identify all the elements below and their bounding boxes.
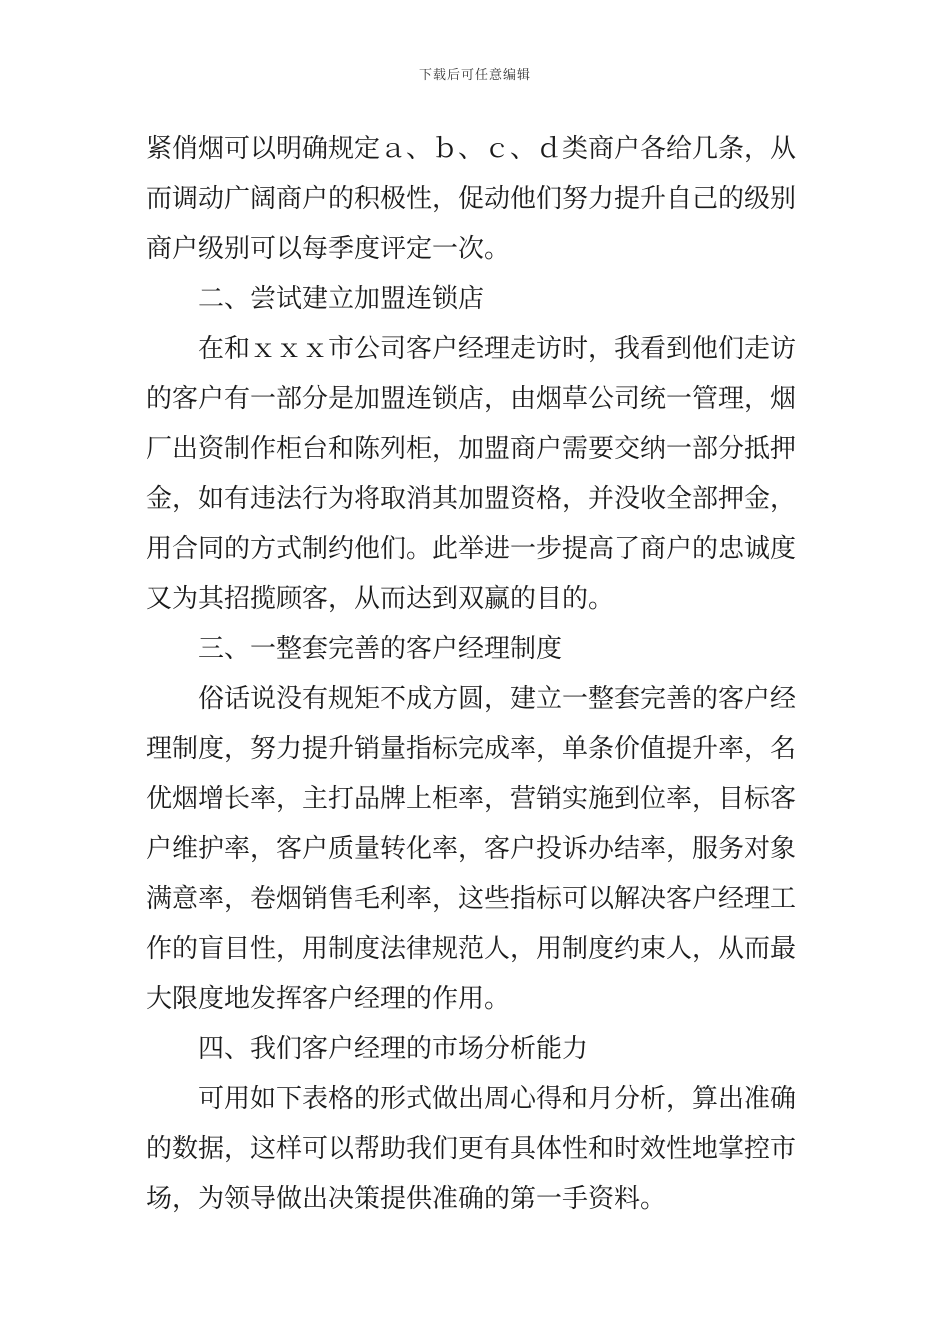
page-header-note: 下载后可任意编辑	[418, 68, 531, 83]
text-line: 的客户有一部分是加盟连锁店，由烟草公司统一管理，烟	[146, 384, 797, 414]
text-line: 大限度地发挥客户经理的作用。	[146, 984, 511, 1014]
section-heading-3: 三、一整套完善的客户经理制度	[198, 634, 563, 664]
text-line: 场，为领导做出决策提供准确的第一手资料。	[146, 1184, 667, 1214]
text-line: 厂出资制作柜台和陈列柜，加盟商户需要交纳一部分抵押	[146, 434, 797, 464]
text-line: 户维护率，客户质量转化率，客户投诉办结率，服务对象	[146, 834, 797, 864]
text-line: 的数据，这样可以帮助我们更有具体性和时效性地掌控市	[146, 1134, 797, 1164]
text-line: 理制度，努力提升销量指标完成率，单条价值提升率，名	[146, 734, 797, 764]
text-line: 俗话说没有规矩不成方圆，建立一整套完善的客户经	[198, 684, 797, 714]
text-line: 优烟增长率，主打品牌上柜率，营销实施到位率，目标客	[146, 784, 797, 814]
text-line: 满意率，卷烟销售毛利率，这些指标可以解决客户经理工	[146, 884, 797, 914]
section-heading-4: 四、我们客户经理的市场分析能力	[198, 1034, 589, 1064]
text-line: 紧俏烟可以明确规定ａ、ｂ、ｃ、ｄ类商户各给几条，从	[146, 134, 797, 164]
text-line: 金，如有违法行为将取消其加盟资格，并没收全部押金，	[146, 484, 797, 514]
text-line: 在和ｘｘｘ市公司客户经理走访时，我看到他们走访	[198, 334, 797, 364]
text-line: 又为其招揽顾客，从而达到双赢的目的。	[146, 584, 615, 614]
text-line: 可用如下表格的形式做出周心得和月分析，算出准确	[198, 1084, 797, 1114]
text-line: 作的盲目性，用制度法律规范人，用制度约束人，从而最	[146, 934, 797, 964]
text-line: 用合同的方式制约他们。此举进一步提高了商户的忠诚度	[146, 534, 797, 564]
section-heading-2: 二、尝试建立加盟连锁店	[198, 284, 485, 314]
text-line: 而调动广阔商户的积极性，促动他们努力提升自己的级别	[146, 184, 797, 214]
document-body	[146, 124, 806, 1224]
text-line: 商户级别可以每季度评定一次。	[146, 234, 511, 264]
